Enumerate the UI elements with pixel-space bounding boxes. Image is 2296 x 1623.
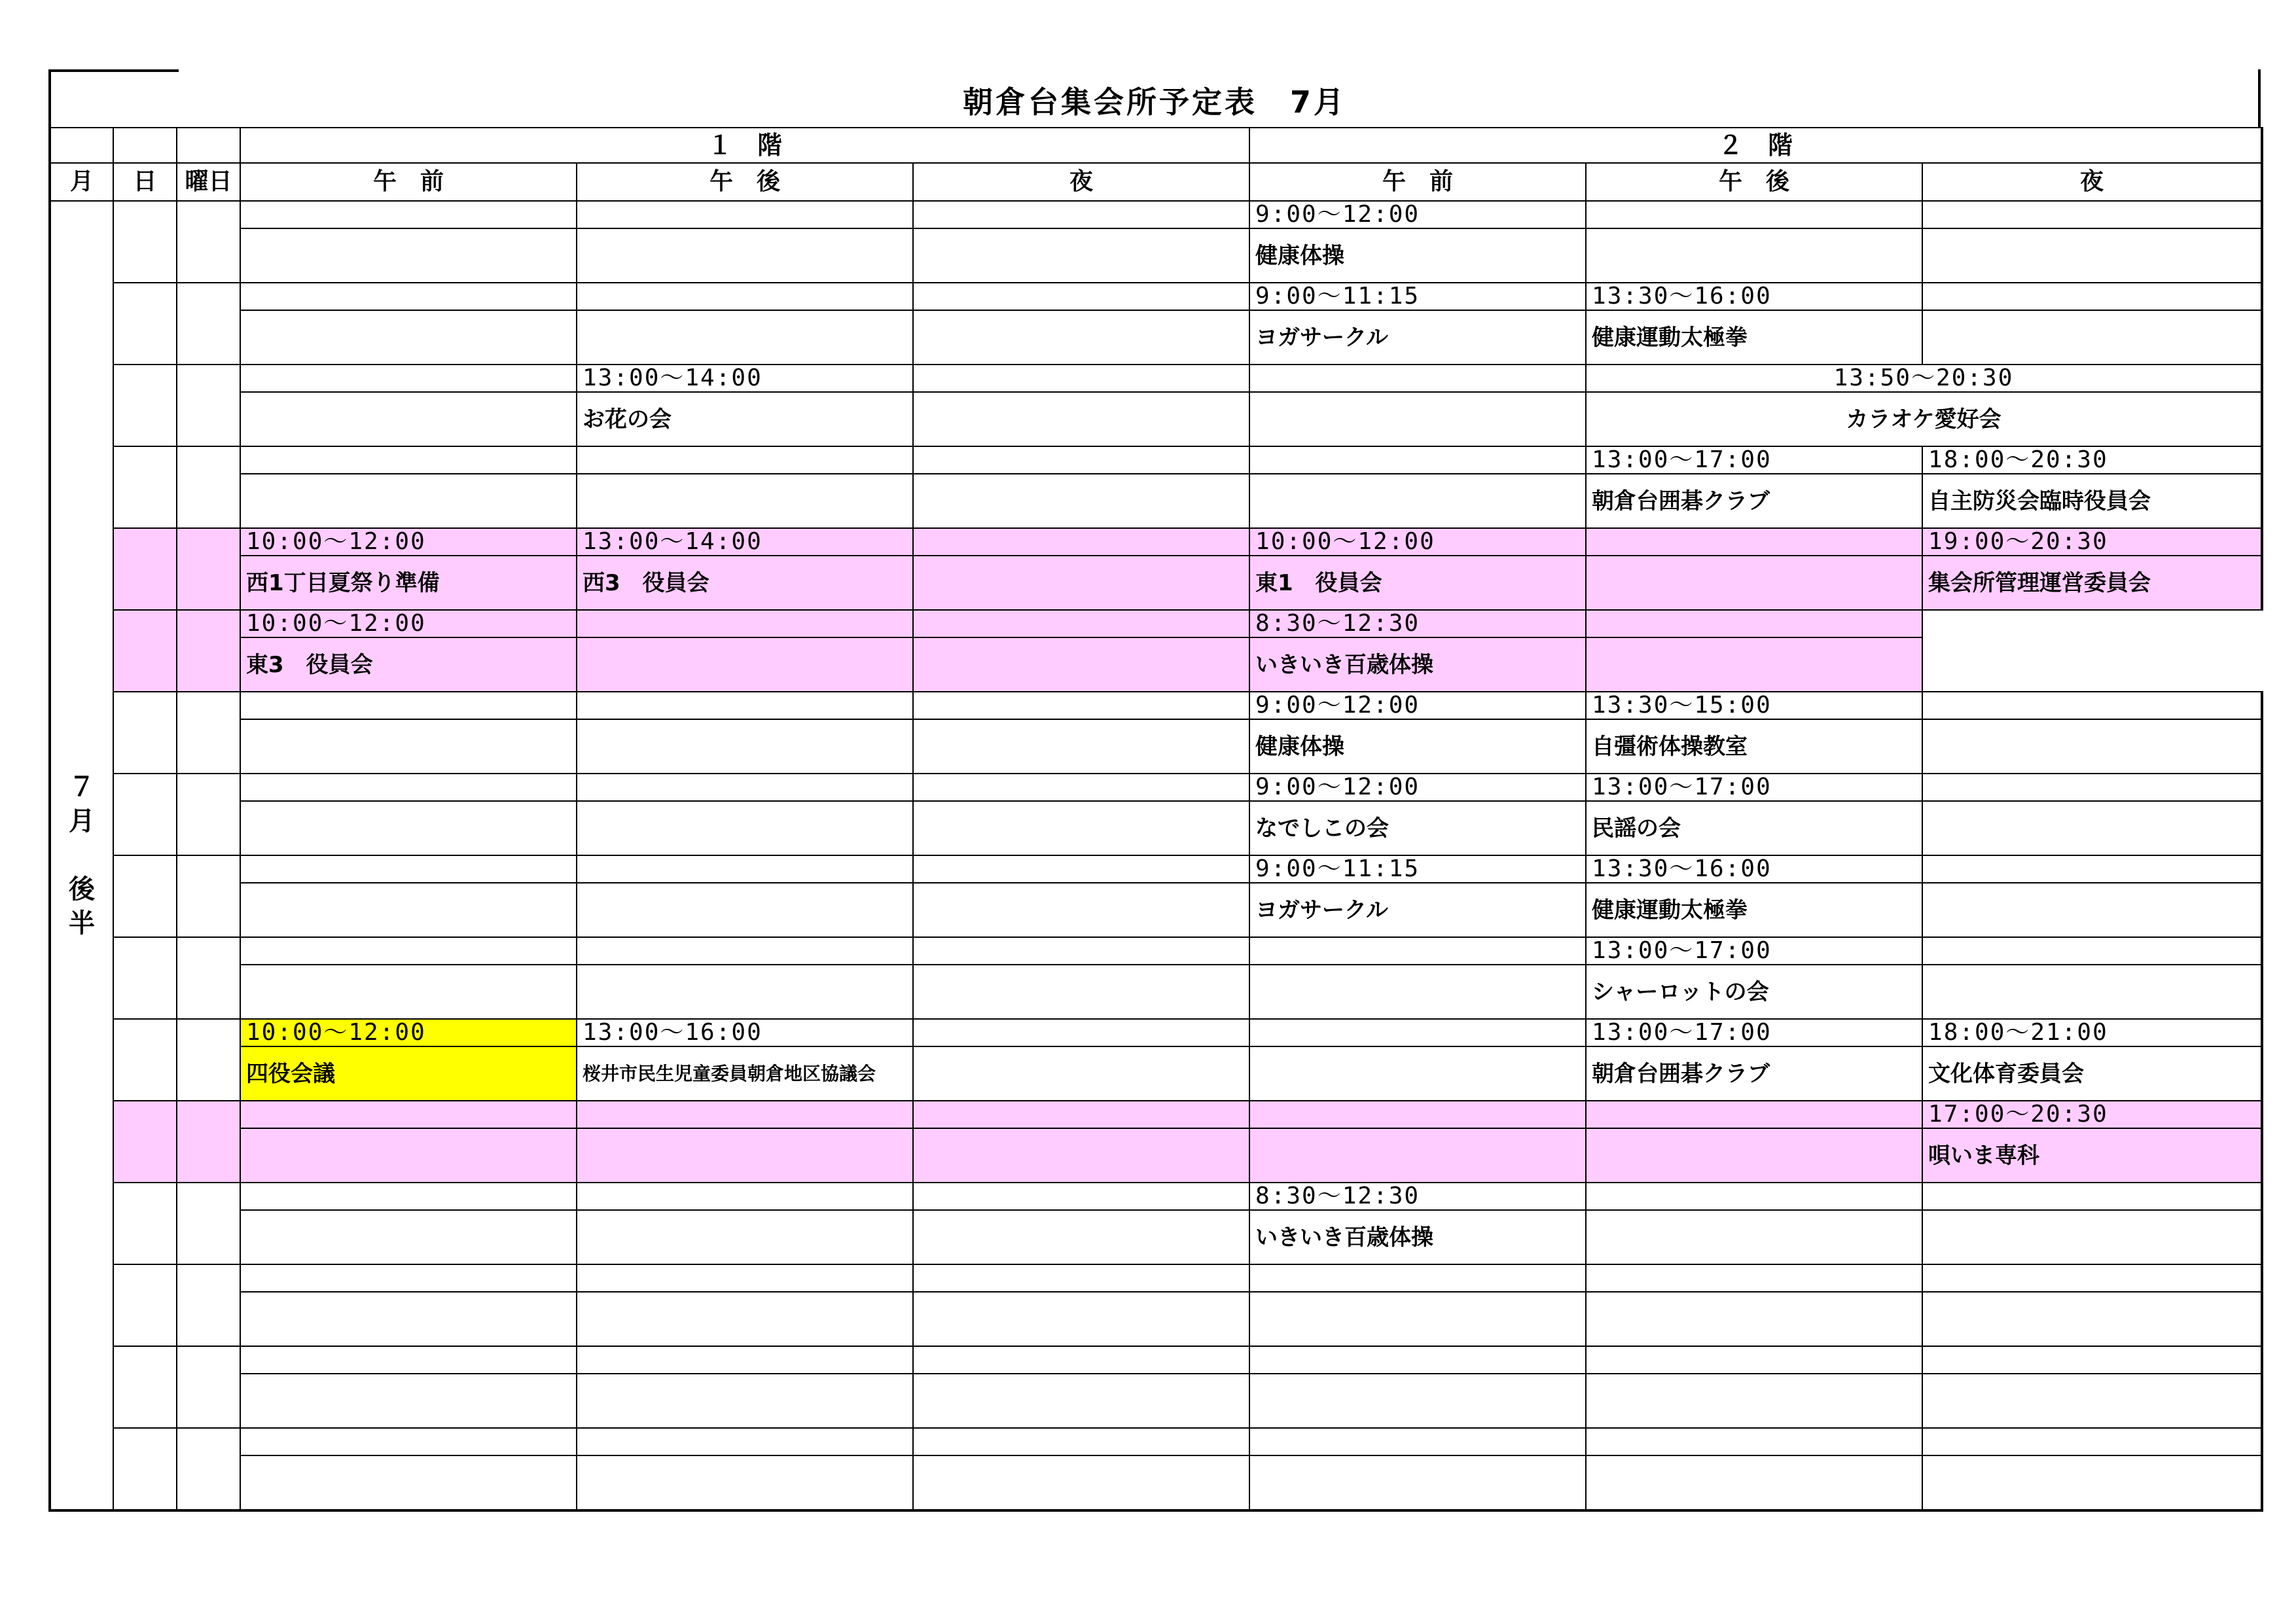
f2am-time bbox=[1249, 1346, 1586, 1374]
f2pm-event: 民謡の会 bbox=[1586, 801, 1922, 855]
weekday-cell bbox=[177, 446, 240, 528]
f2am-event: なでしこの会 bbox=[1249, 801, 1586, 855]
f2am-time: 9:00～12:00 bbox=[1249, 201, 1586, 228]
f1pm-time: 13:00～16:00 bbox=[577, 1019, 913, 1046]
f2-night-header: 夜 bbox=[1922, 163, 2262, 201]
f2night-event bbox=[1922, 1210, 2262, 1264]
f1pm-time bbox=[577, 1101, 913, 1128]
f2am-event: いきいき百歳体操 bbox=[1249, 637, 1586, 692]
f1am-time bbox=[240, 1101, 577, 1128]
f2am-time bbox=[1249, 937, 1586, 965]
f1night-time bbox=[913, 365, 1249, 392]
weekday-cell bbox=[177, 1346, 240, 1428]
weekday-cell bbox=[177, 1019, 240, 1101]
weekday-cell bbox=[177, 365, 240, 446]
f1am-event bbox=[240, 1374, 577, 1428]
day-cell bbox=[113, 774, 177, 855]
f1pm-event bbox=[577, 719, 913, 774]
f2night-event: 自主防災会臨時役員会 bbox=[1922, 474, 2262, 528]
f2pm-event bbox=[1586, 1374, 1922, 1428]
f1pm-time bbox=[577, 937, 913, 965]
f1am-time bbox=[240, 446, 577, 474]
f1am-time bbox=[240, 283, 577, 310]
f1am-time bbox=[240, 774, 577, 801]
f1night-event bbox=[913, 1455, 1249, 1510]
f2night-event: 文化体育委員会 bbox=[1922, 1046, 2262, 1101]
f1pm-time bbox=[577, 855, 913, 883]
f1pm-time: 13:00～14:00 bbox=[577, 365, 913, 392]
f2pm-event bbox=[1586, 1128, 1922, 1183]
f2night-event bbox=[1922, 1292, 2262, 1346]
f1pm-time bbox=[577, 446, 913, 474]
f2night-event bbox=[1922, 1455, 2262, 1510]
f2am-time: 10:00～12:00 bbox=[1249, 528, 1586, 556]
f1night-event bbox=[913, 392, 1249, 446]
f2am-time bbox=[1249, 1428, 1586, 1455]
title-box bbox=[48, 69, 2261, 127]
f1night-event bbox=[913, 1292, 1249, 1346]
f2night-time bbox=[1922, 855, 2262, 883]
f2pm-time: 13:00～17:00 bbox=[1586, 774, 1922, 801]
f1night-event bbox=[913, 1210, 1249, 1264]
f2pm-event bbox=[1586, 228, 1922, 283]
day-cell bbox=[113, 528, 177, 610]
f1pm-event bbox=[577, 637, 913, 692]
f2pm-time bbox=[1586, 1101, 1922, 1128]
f2pm-event bbox=[1586, 556, 1922, 610]
f1am-event bbox=[240, 474, 577, 528]
f1night-event bbox=[913, 637, 1249, 692]
f1am-time bbox=[240, 201, 577, 228]
f2night-event bbox=[1922, 965, 2262, 1019]
month-header: 月 bbox=[50, 163, 113, 201]
f1night-event bbox=[913, 556, 1249, 610]
f2pm-time bbox=[1586, 1183, 1922, 1210]
f1night-event bbox=[913, 1374, 1249, 1428]
f2pm-event bbox=[1586, 637, 1922, 692]
f1night-time bbox=[913, 1019, 1249, 1046]
header-blank bbox=[50, 128, 113, 163]
f1pm-time bbox=[577, 1183, 913, 1210]
f1pm-event: 西3 役員会 bbox=[577, 556, 913, 610]
f2night-time bbox=[1922, 283, 2262, 310]
f2am-event bbox=[1249, 1292, 1586, 1346]
weekday-cell bbox=[177, 1428, 240, 1510]
f2am-time: 9:00～11:15 bbox=[1249, 283, 1586, 310]
f1night-event bbox=[913, 474, 1249, 528]
f2pm-time bbox=[1586, 201, 1922, 228]
day-cell bbox=[113, 937, 177, 1019]
f1am-event: 四役会議 bbox=[240, 1046, 577, 1101]
f1pm-event bbox=[577, 1292, 913, 1346]
f2night-time bbox=[1922, 1183, 2262, 1210]
schedule-table bbox=[48, 127, 2263, 1512]
f1night-time bbox=[913, 610, 1249, 637]
day-cell bbox=[113, 446, 177, 528]
f1am-event bbox=[240, 1292, 577, 1346]
f1night-time bbox=[913, 692, 1249, 719]
f2night-time bbox=[1922, 1346, 2262, 1374]
f1pm-event: お花の会 bbox=[577, 392, 913, 446]
f1pm-event bbox=[577, 965, 913, 1019]
weekday-cell bbox=[177, 1183, 240, 1264]
f1am-event bbox=[240, 965, 577, 1019]
f1am-event: 西1丁目夏祭り準備 bbox=[240, 556, 577, 610]
page-title: 朝倉台集会所予定表 7月 bbox=[962, 84, 1346, 120]
f1night-event bbox=[913, 228, 1249, 283]
f1pm-time bbox=[577, 692, 913, 719]
day-header: 日 bbox=[113, 163, 177, 201]
f2night-event bbox=[1922, 637, 2262, 692]
f2am-event: ヨガサークル bbox=[1249, 883, 1586, 937]
f2night-time bbox=[1922, 774, 2262, 801]
f2night-event bbox=[1922, 801, 2262, 855]
f1night-time bbox=[913, 1183, 1249, 1210]
f2am-event bbox=[1249, 1128, 1586, 1183]
day-cell bbox=[113, 1264, 177, 1346]
day-cell bbox=[113, 610, 177, 692]
f1night-time bbox=[913, 1101, 1249, 1128]
f2pm-event: 健康運動太極拳 bbox=[1586, 310, 1922, 365]
f1night-event bbox=[913, 1128, 1249, 1183]
weekday-cell bbox=[177, 1264, 240, 1346]
day-cell bbox=[113, 1183, 177, 1264]
f1am-event bbox=[240, 1455, 577, 1510]
f2am-event bbox=[1249, 1455, 1586, 1510]
f2pm-time: 13:30～16:00 bbox=[1586, 855, 1922, 883]
f1am-time: 10:00～12:00 bbox=[240, 1019, 577, 1046]
f2pm-event bbox=[1586, 1455, 1922, 1510]
floor1-header: １ 階 bbox=[240, 128, 1249, 163]
day-cell bbox=[113, 1346, 177, 1428]
f1night-time bbox=[913, 283, 1249, 310]
f2night-time bbox=[1922, 937, 2262, 965]
f2night-time bbox=[1922, 201, 2262, 228]
f1am-event bbox=[240, 310, 577, 365]
f1am-event bbox=[240, 719, 577, 774]
f2am-time: 8:30～12:30 bbox=[1249, 610, 1586, 637]
f1night-time bbox=[913, 446, 1249, 474]
month-label-char: 後 bbox=[69, 874, 95, 904]
f1am-time bbox=[240, 1346, 577, 1374]
f2pm-time bbox=[1586, 1346, 1922, 1374]
f2pm-time: 13:30～16:00 bbox=[1586, 283, 1922, 310]
f2pm-time bbox=[1586, 610, 1922, 637]
f1pm-time bbox=[577, 283, 913, 310]
f1am-event bbox=[240, 883, 577, 937]
month-cell bbox=[50, 201, 113, 1510]
f2am-time bbox=[1249, 1264, 1586, 1292]
f2am-time bbox=[1249, 1101, 1586, 1128]
f1am-time: 10:00～12:00 bbox=[240, 610, 577, 637]
f1pm-event: 桜井市民生児童委員朝倉地区協議会 bbox=[577, 1046, 913, 1101]
f2pm-time: 13:30～15:00 bbox=[1586, 692, 1922, 719]
f1pm-time: 13:00～14:00 bbox=[577, 528, 913, 556]
f1am-event bbox=[240, 392, 577, 446]
f2night-time: 19:00～20:30 bbox=[1922, 528, 2262, 556]
f2pm-event: シャーロットの会 bbox=[1586, 965, 1922, 1019]
f1night-event bbox=[913, 1046, 1249, 1101]
f2night-event bbox=[1922, 883, 2262, 937]
f2night-event: 唄いま専科 bbox=[1922, 1128, 2262, 1183]
f2am-event bbox=[1249, 474, 1586, 528]
f2am-time: 9:00～11:15 bbox=[1249, 855, 1586, 883]
f1night-event bbox=[913, 719, 1249, 774]
f2pm-time bbox=[1586, 1264, 1922, 1292]
day-cell bbox=[113, 1428, 177, 1510]
f1pm-time bbox=[577, 1428, 913, 1455]
f2am-event: いきいき百歳体操 bbox=[1249, 1210, 1586, 1264]
f1pm-event bbox=[577, 1210, 913, 1264]
weekday-cell bbox=[177, 774, 240, 855]
f1pm-time bbox=[577, 610, 913, 637]
f2night-event bbox=[1922, 310, 2262, 365]
f1night-time bbox=[913, 201, 1249, 228]
f1pm-event bbox=[577, 1128, 913, 1183]
weekday-header: 曜日 bbox=[177, 163, 240, 201]
f1pm-event bbox=[577, 1455, 913, 1510]
weekday-cell bbox=[177, 855, 240, 937]
f1am-event: 東3 役員会 bbox=[240, 637, 577, 692]
f1pm-event bbox=[577, 883, 913, 937]
f1night-time bbox=[913, 855, 1249, 883]
f1night-time bbox=[913, 1346, 1249, 1374]
f2am-event bbox=[1249, 1374, 1586, 1428]
f2am-event: 健康体操 bbox=[1249, 228, 1586, 283]
weekday-cell bbox=[177, 937, 240, 1019]
f2am-time: 9:00～12:00 bbox=[1249, 692, 1586, 719]
day-cell bbox=[113, 283, 177, 365]
f1pm-event bbox=[577, 228, 913, 283]
f2am-event bbox=[1249, 965, 1586, 1019]
f2am-time: 9:00～12:00 bbox=[1249, 774, 1586, 801]
f1am-event bbox=[240, 228, 577, 283]
f2pm-event bbox=[1586, 1210, 1922, 1264]
f1night-time bbox=[913, 1428, 1249, 1455]
f2pm-time bbox=[1586, 528, 1922, 556]
f2night-time: 17:00～20:30 bbox=[1922, 1101, 2262, 1128]
f2pm-time bbox=[1586, 1428, 1922, 1455]
f1night-event bbox=[913, 310, 1249, 365]
f1am-time bbox=[240, 692, 577, 719]
f2pm-event: 健康運動太極拳 bbox=[1586, 883, 1922, 937]
day-cell bbox=[113, 692, 177, 774]
f1pm-event bbox=[577, 310, 913, 365]
month-label-char: 月 bbox=[69, 806, 95, 836]
f1night-time bbox=[913, 528, 1249, 556]
f2night-event bbox=[1922, 228, 2262, 283]
month-label-char bbox=[51, 838, 113, 872]
header-blank bbox=[177, 128, 240, 163]
f1night-time bbox=[913, 1264, 1249, 1292]
f1pm-time bbox=[577, 774, 913, 801]
f1am-time bbox=[240, 855, 577, 883]
day-cell bbox=[113, 201, 177, 283]
day-cell bbox=[113, 365, 177, 446]
f1-night-header: 夜 bbox=[913, 163, 1249, 201]
f1pm-time bbox=[577, 1346, 913, 1374]
weekday-cell bbox=[177, 610, 240, 692]
f2am-event bbox=[1249, 392, 1586, 446]
f2night-time bbox=[1922, 610, 2262, 637]
f2am-time: 8:30～12:30 bbox=[1249, 1183, 1586, 1210]
f2pm-time: 13:00～17:00 bbox=[1586, 1019, 1922, 1046]
weekday-cell bbox=[177, 201, 240, 283]
f2night-time: 18:00～21:00 bbox=[1922, 1019, 2262, 1046]
f2-am-header: 午 前 bbox=[1249, 163, 1586, 201]
f1night-time bbox=[913, 774, 1249, 801]
f2night-time bbox=[1922, 692, 2262, 719]
f1am-time bbox=[240, 365, 577, 392]
f1am-time bbox=[240, 1264, 577, 1292]
weekday-cell bbox=[177, 692, 240, 774]
f1am-time bbox=[240, 937, 577, 965]
floor2-header: ２ 階 bbox=[1249, 128, 2262, 163]
f1-am-header: 午 前 bbox=[240, 163, 577, 201]
header-blank bbox=[113, 128, 177, 163]
f2night-time: 18:00～20:30 bbox=[1922, 446, 2262, 474]
f2pm-time: 13:00～17:00 bbox=[1586, 446, 1922, 474]
f2pm-time: 13:50～20:30 bbox=[1586, 365, 2262, 392]
f1pm-time bbox=[577, 201, 913, 228]
f1am-time bbox=[240, 1428, 577, 1455]
f2pm-time: 13:00～17:00 bbox=[1586, 937, 1922, 965]
f2pm-event: 自彊術体操教室 bbox=[1586, 719, 1922, 774]
weekday-cell bbox=[177, 1101, 240, 1183]
f2night-event bbox=[1922, 1374, 2262, 1428]
f2-pm-header: 午 後 bbox=[1586, 163, 1922, 201]
weekday-cell bbox=[177, 283, 240, 365]
f2am-event: 東1 役員会 bbox=[1249, 556, 1586, 610]
day-cell bbox=[113, 1019, 177, 1101]
f1am-time bbox=[240, 1183, 577, 1210]
f1night-event bbox=[913, 801, 1249, 855]
f2pm-event: カラオケ愛好会 bbox=[1586, 392, 2262, 446]
f1am-event bbox=[240, 1128, 577, 1183]
f2night-event bbox=[1922, 719, 2262, 774]
f2night-event: 集会所管理運営委員会 bbox=[1922, 556, 2262, 610]
day-cell bbox=[113, 855, 177, 937]
day-cell bbox=[113, 1101, 177, 1183]
f2pm-event bbox=[1586, 1292, 1922, 1346]
f2am-event: ヨガサークル bbox=[1249, 310, 1586, 365]
f1night-event bbox=[913, 883, 1249, 937]
weekday-cell bbox=[177, 528, 240, 610]
f2night-time bbox=[1922, 1428, 2262, 1455]
f1am-event bbox=[240, 801, 577, 855]
month-label-char: ７ bbox=[69, 772, 95, 802]
f1night-time bbox=[913, 937, 1249, 965]
f2am-time bbox=[1249, 446, 1586, 474]
f1pm-event bbox=[577, 801, 913, 855]
f1am-time: 10:00～12:00 bbox=[240, 528, 577, 556]
f2am-event bbox=[1249, 1046, 1586, 1101]
f1pm-event bbox=[577, 474, 913, 528]
f1night-event bbox=[913, 965, 1249, 1019]
month-label-char: 半 bbox=[69, 908, 95, 938]
f1-pm-header: 午 後 bbox=[577, 163, 913, 201]
f2night-time bbox=[1922, 1264, 2262, 1292]
f2pm-event: 朝倉台囲碁クラブ bbox=[1586, 1046, 1922, 1101]
f1pm-event bbox=[577, 1374, 913, 1428]
f2am-time bbox=[1249, 365, 1586, 392]
f1pm-time bbox=[577, 1264, 913, 1292]
f2pm-event: 朝倉台囲碁クラブ bbox=[1586, 474, 1922, 528]
f1am-event bbox=[240, 1210, 577, 1264]
f2am-event: 健康体操 bbox=[1249, 719, 1586, 774]
schedule-body bbox=[50, 201, 2262, 1510]
title-top-line bbox=[51, 69, 179, 72]
f2am-time bbox=[1249, 1019, 1586, 1046]
